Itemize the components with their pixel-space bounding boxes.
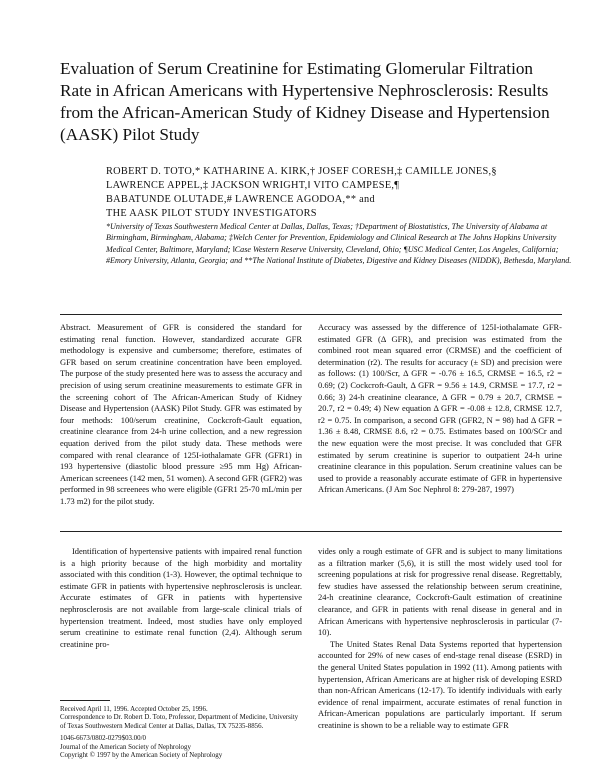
body-paragraph: The United States Renal Data Systems reported that hypertension accounted for 29% of new cases of end-stage renal disease (ESRD) in the general United States population in 1992 (11). Among patients with hypertension, African Americans are at higher risk of developing ESRD than non-African Americans (12-17). To identify individuals with early evidence of renal impairment, accurate estimates of renal function in African-American populations are particularly important. If serum creatinine is shown to be a reliable way to estimate GFR: [318, 638, 562, 730]
journal-note: Journal of the American Society of Nephrology: [60, 743, 191, 751]
footnote-divider: [60, 700, 110, 701]
article-title: Evaluation of Serum Creatinine for Estimating Glomerular Filtration Rate in African Americans with Hypertensive Nephrosclerosis: Results from the African-American Study of Kidney Disease and Hypertension (AASK) Pilot Study: [60, 59, 550, 144]
copyright-note: Copyright © 1997 by the American Society of Nephrology: [60, 752, 223, 760]
abstract-text-right: Accuracy was assessed by the difference of 125I-iothalamate GFR-estimated GFR (Δ GFR), and precision was estimated from the combined root mean squared error (CRMSE) and the coefficient of determination (r2). The results for accuracy (± SD) and precision were as follows: (1) 100/Scr, Δ GFR = -0.76 ± 16.5, CRMSE = 16.5, r2 = 0.69; (2) Cockcroft-Gault, Δ GFR = 9.56 ± 14.9, CRMSE = 17.7, r2 = 0.66; 3) 24-h creatinine clearance, Δ GFR = 0.79 ± 20.7, CRMSE = 20.7, r2 = 0.49; 4) New equation Δ GFR = -0.08 ± 12.8, CRMSE 12.7, r2 = 0.75. In comparison, a second GFR (GFR2, N = 98) had Δ GFR = 1.36 ± 8.48, CRMSE 8.6, r2 = 0.75. Estimates based on 100/SCr and the new equation were the most precise. It was concluded that GFR estimated by serum creatinine is superior to outpatient 24-h urine creatinine clearance in this population. Serum creatinine values can be used to provide a reasonably accurate estimate of GFR in hypertensive African Americans. (J Am Soc Nephrol 8: 279-287, 1997): [318, 322, 562, 495]
correspondence-note: Correspondence to Dr. Robert D. Toto, Professor, Department of Medicine, University of Texas Southwestern Medical Center at Dallas, Dallas, TX 75235-8856.: [60, 714, 299, 730]
body-left-column: [60, 546, 302, 650]
author-line: THE AASK PILOT STUDY INVESTIGATORS: [106, 208, 317, 219]
affiliations: *University of Texas Southwestern Medical Center at Dallas, Dallas, Texas; †Department of Biostatistics, The University of Alabama at Birmingham, Birmingham, Alabama; ‡Welch Center for Prevention, Epidemiology and Clinical Research at The Johns Hopkins University Medical Center, Baltimore, Maryland; ‖Case Western Reserve University, Cleveland, Ohio; ¶USC Medical Center, Los Angeles, California; #Emory University, Atlanta, Georgia; and **The National Institute of Diabetes, Digestive and Kidney Diseases (NIDDK), Bethesda, Maryland.: [106, 222, 572, 265]
received-note: Received April 11, 1996. Accepted October 25, 1996.: [60, 706, 208, 713]
author-line: BABATUNDE OLUTADE,# LAWRENCE AGODOA,** and: [106, 194, 375, 205]
footnotes: [60, 706, 302, 760]
author-line: LAWRENCE APPEL,‡ JACKSON WRIGHT,‖ VITO CAMPESE,¶: [106, 180, 400, 191]
author-line: ROBERT D. TOTO,* KATHARINE A. KIRK,† JOSEF CORESH,‡ CAMILLE JONES,§: [106, 166, 497, 177]
abstract-right-column: [318, 322, 562, 496]
abstract-left-column: [60, 322, 302, 508]
abstract-bottom-divider: [60, 531, 562, 532]
abstract-top-divider: [60, 314, 562, 315]
author-list: [106, 165, 576, 221]
body-paragraph: Identification of hypertensive patients with impaired renal function is a high priority because of the high morbidity and mortality associated with this condition (1-3). However, the optimal technique to estimate GFR in patients with hypertensive nephrosclerosis is unclear. Accurate estimates of GFR in patients with hypertensive nephrosclerosis are not available from large-scale clinical trials of hypertension treatment. Indeed, most studies have only employed serum creatinine to estimate renal function (2,4). Although serum creatinine pro-: [60, 546, 302, 649]
abstract-text-left: Abstract. Measurement of GFR is considered the standard for estimating renal function. However, standardized accurate GFR methodology is expensive and cumbersome; therefore, estimates of GFR based on serum creatinine concentration have been employed. The purpose of the study presented here was to assess the accuracy and precision of using serum creatinine measurements to estimate GFR in the screening cohort of The African-American Study of Kidney Disease and Hypertension (AASK) Pilot Study. GFR was estimated by four methods: 100/serum creatinine, Cockcroft-Gault equation, creatinine clearance from 24-h urine collection, and a new regression equation derived from the pilot study data. These methods were compared with renal clearance of 125I-iothalamate GFR (GFR1) in 193 hypertensive (diastolic blood pressure ≥95 mm Hg) African-American screenees (142 men, 51 women). A second GFR (GFR2) was performed in 98 screenees who were eligible (GFR1 25-70 mL/min per 1.73 m2) for the pilot study.: [60, 322, 302, 506]
body-paragraph: vides only a rough estimate of GFR and is subject to many limitations as a filtration marker (5,6), it is still the most widely used tool for screening populations at risk for progressive renal disease. Regrettably, few studies have assessed the relationship between serum creatinine, 24-h creatinine clearance, Cockcroft-Gault estimation of creatinine clearance, and GFR in patients with renal disease in general and in African Americans with hypertensive nephrosclerosis in particular (7-10).: [318, 546, 562, 638]
body-right-column: [318, 546, 562, 732]
issn-note: 1046-6673/0802-0279$03.00/0: [60, 735, 146, 743]
